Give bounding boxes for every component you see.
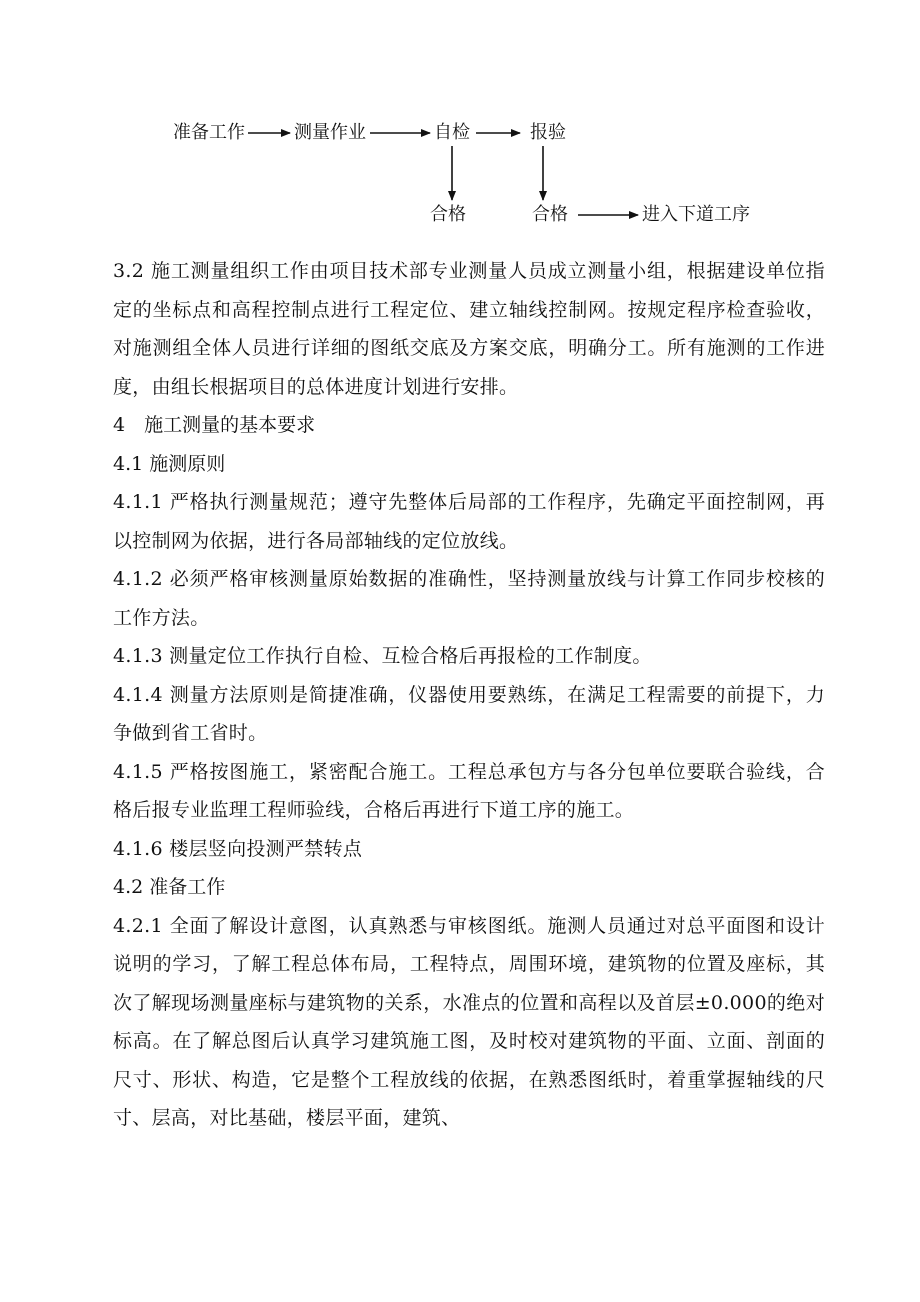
measurement-flowchart [0, 0, 920, 240]
flow-node-pass-1: 合格 [430, 204, 466, 225]
paragraph-4-2-1: 4.2.1 全面了解设计意图，认真熟悉与审核图纸。施测人员通过对总平面图和设计说明的学习，了解工程总体布局，工程特点，周围环境，建筑物的位置及座标，其次了解现场测量座标与建筑物的关系，水准点的位置和高程以及首层±0.000的绝对标高。在了解总图后认真学习建筑施工图，及时校对建筑物的平面、立面、剖面的尺寸、形状、构造，它是整个工程放线的依据，在熟悉图纸时，着重掌握轴线的尺寸、层高，对比基础，楼层平面，建筑、 [113, 914, 825, 1129]
flow-node-measure: 测量作业 [294, 122, 366, 143]
paragraph-4-1-2: 4.1.2 必须严格审核测量原始数据的准确性，坚持测量放线与计算工作同步校核的工作方法。 [113, 568, 825, 629]
paragraph-4-1-1: 4.1.1 严格执行测量规范；遵守先整体后局部的工作程序，先确定平面控制网，再以控制网为依据，进行各局部轴线的定位放线。 [113, 491, 825, 552]
flow-node-next-process: 进入下道工序 [642, 204, 750, 225]
section-heading-4-2: 4.2 准备工作 [113, 876, 226, 898]
flow-node-self-check: 自检 [434, 122, 470, 143]
paragraph-4-1-5: 4.1.5 严格按图施工，紧密配合施工。工程总承包方与各分包单位要联合验线，合格后报专业监理工程师验线，合格后再进行下道工序的施工。 [113, 760, 825, 821]
paragraph-4-1-4: 4.1.4 测量方法原则是简捷准确，仪器使用要熟练，在满足工程需要的前提下，力争做到省工省时。 [113, 683, 825, 744]
flow-node-report: 报验 [530, 122, 566, 143]
section-heading-4: 4 施工测量的基本要求 [113, 414, 316, 436]
paragraph-3-2: 3.2 施工测量组织工作由项目技术部专业测量人员成立测量小组，根据建设单位指定的坐标点和高程控制点进行工程定位、建立轴线控制网。按规定程序检查验收，对施测组全体人员进行详细的图纸交底及方案交底，明确分工。所有施测的工作进度，由组长根据项目的总体进度计划进行安排。 [113, 260, 825, 398]
flow-node-pass-2: 合格 [532, 204, 568, 225]
paragraph-4-1-6: 4.1.6 楼层竖向投测严禁转点 [113, 837, 363, 860]
section-heading-4-1: 4.1 施测原则 [113, 452, 226, 475]
document-body [113, 252, 825, 1138]
flow-node-prepare: 准备工作 [173, 122, 245, 143]
paragraph-4-1-3: 4.1.3 测量定位工作执行自检、互检合格后再报检的工作制度。 [113, 645, 652, 667]
